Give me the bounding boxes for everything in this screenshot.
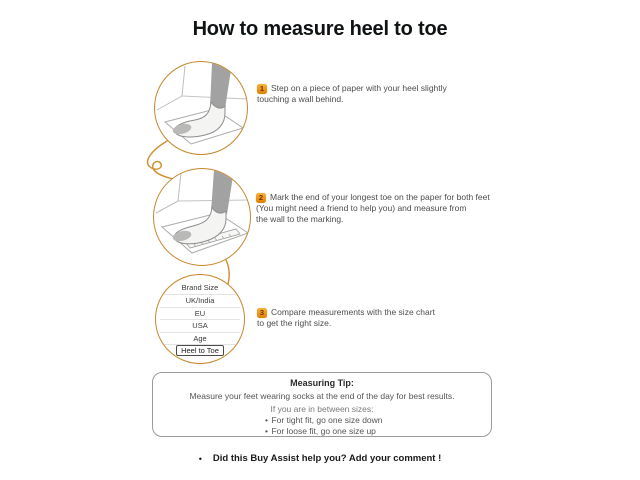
step-2-line: the wall to the marking. — [256, 214, 344, 224]
step-3-line: to get the right size. — [257, 318, 332, 328]
step-2-line: (You might need a friend to help you) and measure from — [256, 203, 467, 213]
foot-ruler-drawing — [154, 169, 251, 266]
step-3-line: Compare measurements with the size chart — [271, 307, 435, 317]
size-chart-table — [160, 282, 240, 356]
step-1-line: touching a wall behind. — [257, 94, 344, 104]
bullet-icon: • — [264, 425, 268, 436]
step-2-text — [256, 192, 490, 225]
page-title: How to measure heel to toe — [192, 18, 448, 40]
step-1-text — [257, 83, 447, 105]
measuring-tip-line2: If you are in between sizes: — [270, 404, 374, 414]
tip-bullet-text: For loose fit, go one size up — [271, 425, 376, 436]
measuring-tip-title: Measuring Tip: — [290, 378, 354, 388]
size-chart-row: Brand Size — [181, 283, 219, 292]
step-2-line: Mark the end of your longest toe on the paper for both feet — [270, 192, 490, 202]
size-chart-row: UK/India — [160, 294, 240, 306]
measuring-tip-line1: Measure your feet wearing socks at the end of the day for best results. — [189, 391, 455, 401]
bullet-icon: • — [264, 415, 268, 425]
step-2-number-badge: 2 — [256, 193, 266, 203]
step2-illustration-circle — [153, 168, 251, 266]
step-1-number-badge: 1 — [257, 84, 267, 94]
size-chart-row: EU — [160, 307, 240, 319]
size-chart-row: USA — [160, 319, 240, 331]
tip-bullet-text: For tight fit, go one size down — [271, 415, 383, 425]
step-3-number-badge: 3 — [257, 308, 267, 318]
heel-to-toe-highlight: Heel to Toe — [176, 345, 224, 357]
measuring-tip-bullet-list — [261, 415, 382, 436]
step-1-line: Step on a piece of paper with your heel slightly — [271, 83, 447, 93]
step-3-text — [257, 307, 435, 329]
tip-bullet-item — [261, 426, 382, 437]
size-chart-circle — [155, 274, 245, 364]
tip-bullet-item — [261, 415, 382, 426]
measuring-tip-box — [152, 372, 492, 437]
size-chart-row-heel-to-toe — [160, 344, 240, 356]
footer-comment-text: Did this Buy Assist help you? Add your comment ! — [212, 453, 442, 464]
size-chart-row: Age — [160, 332, 240, 344]
footer-comment-prompt — [0, 453, 640, 464]
bullet-icon: • — [198, 453, 202, 464]
step1-illustration-circle — [154, 61, 248, 155]
foot-heel-wall-drawing — [155, 62, 248, 155]
